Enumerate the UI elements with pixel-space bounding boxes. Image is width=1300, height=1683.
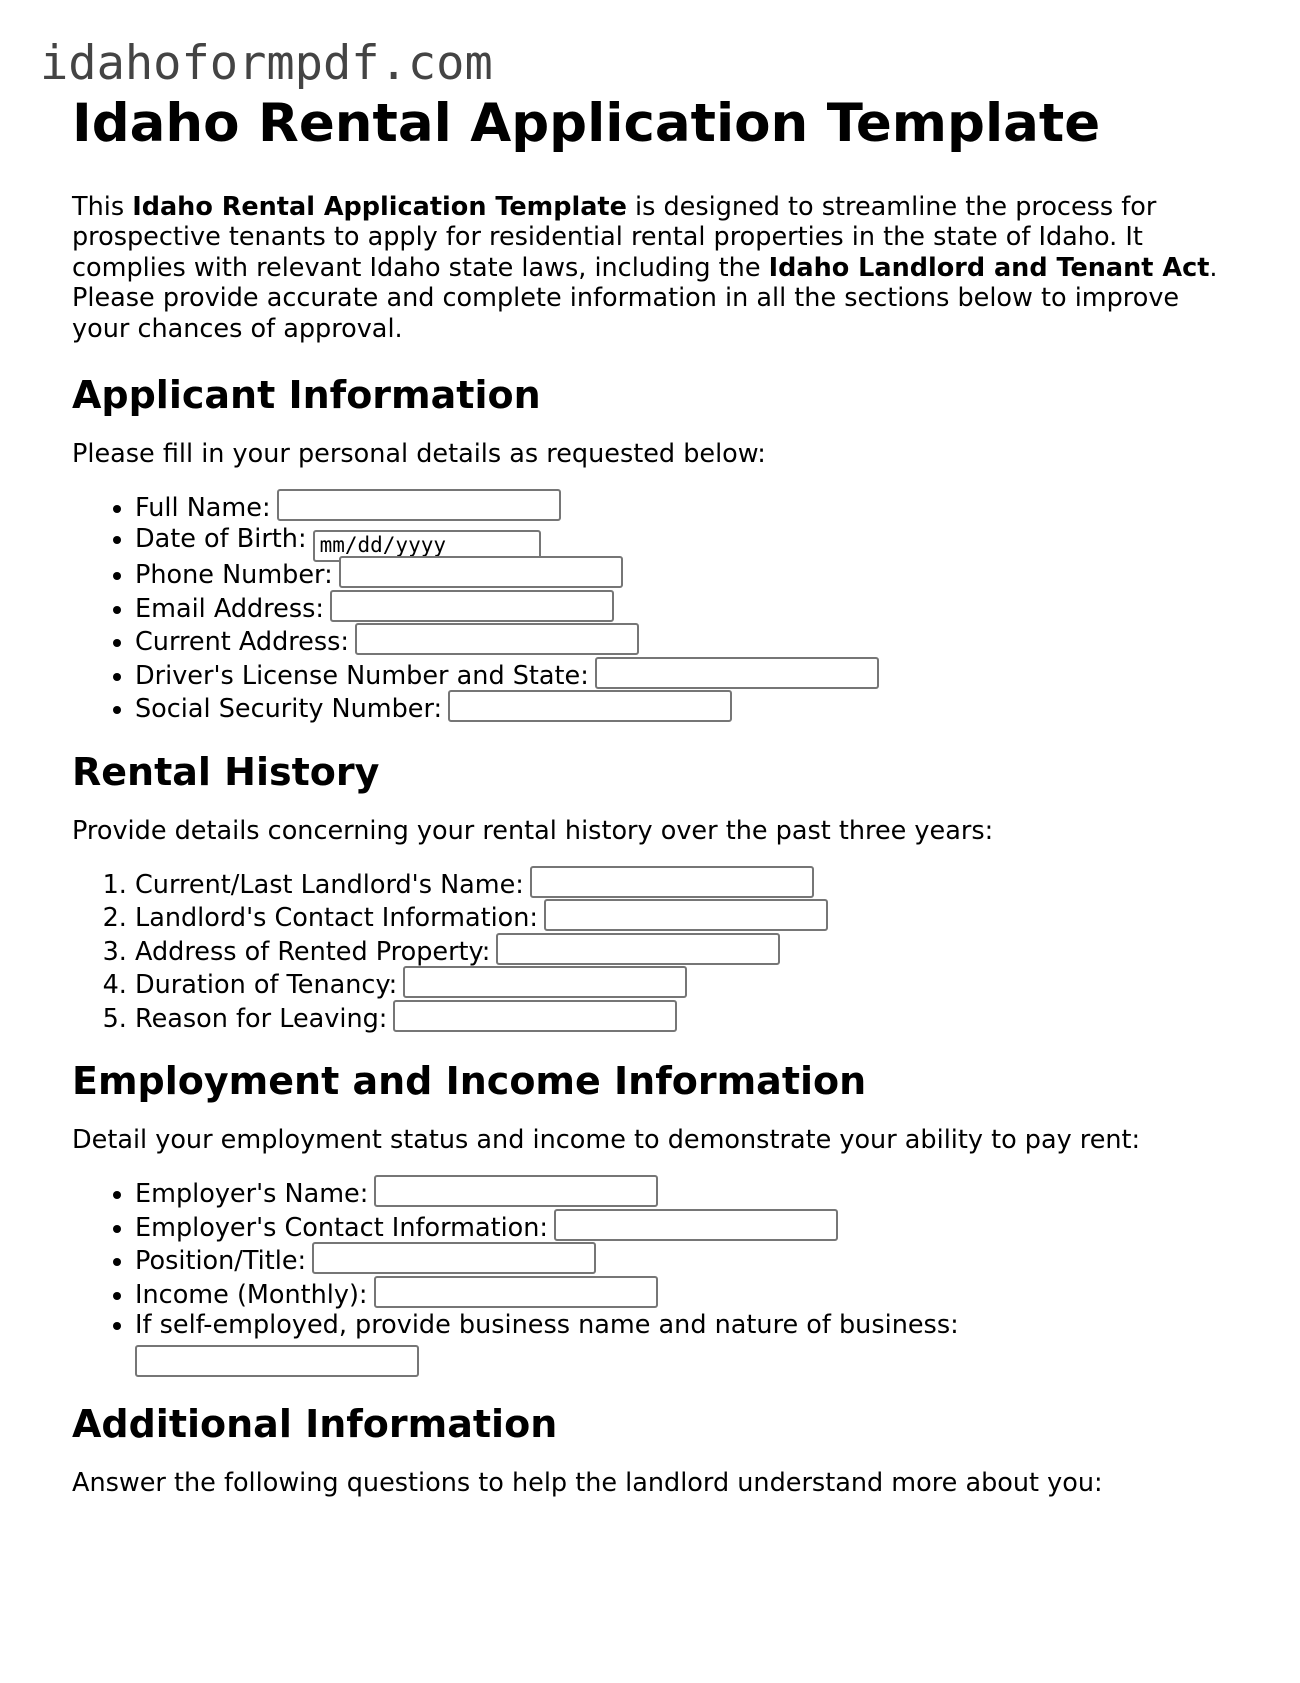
field-label: Current Address: — [135, 627, 350, 658]
list-item — [135, 866, 1232, 900]
list-item — [135, 899, 1232, 933]
list-item — [135, 1276, 1232, 1310]
list-item — [135, 1175, 1232, 1209]
field-label: Income (Monthly): — [135, 1279, 368, 1310]
list-item — [135, 489, 1232, 523]
landlord-contact-input[interactable] — [544, 899, 828, 931]
document-body — [72, 92, 1232, 1498]
current-address-input[interactable] — [355, 623, 639, 655]
field-label: Landlord's Contact Information: — [135, 903, 539, 934]
employer-contact-input[interactable] — [554, 1209, 838, 1241]
list-item — [135, 623, 1232, 657]
intro-bold-act-name: Idaho Landlord and Tenant Act — [768, 252, 1210, 283]
list-item — [135, 1000, 1232, 1034]
employment-heading: Employment and Income Information — [72, 1059, 867, 1104]
field-label: If self-employed, provide business name and nature of business: — [135, 1310, 959, 1341]
field-label: Date of Birth: — [135, 523, 307, 554]
list-item — [135, 966, 1232, 1000]
full-name-input[interactable] — [277, 489, 561, 521]
field-label: Address of Rented Property: — [135, 936, 491, 967]
intro-bold-template-name: Idaho Rental Application Template — [132, 192, 627, 222]
field-label: Current/Last Landlord's Name: — [135, 869, 524, 900]
field-label: Full Name: — [135, 493, 271, 524]
rented-property-address-input[interactable] — [496, 933, 780, 965]
tenancy-duration-input[interactable] — [403, 966, 687, 998]
field-label: Employer's Contact Information: — [135, 1212, 549, 1243]
additional-description: Answer the following questions to help the landlord understand more about you: — [72, 1468, 1103, 1499]
field-label: Duration of Tenancy: — [135, 970, 398, 1001]
field-label: Email Address: — [135, 593, 324, 624]
monthly-income-input[interactable] — [374, 1276, 658, 1308]
rental-history-heading: Rental History — [72, 749, 380, 794]
position-title-input[interactable] — [312, 1242, 596, 1274]
field-label: Reason for Leaving: — [135, 1003, 388, 1034]
field-label: Driver's License Number and State: — [135, 660, 589, 691]
field-label: Social Security Number: — [135, 694, 443, 725]
list-item — [135, 933, 1232, 967]
landlord-name-input[interactable] — [530, 866, 814, 898]
list-item — [135, 1309, 1232, 1376]
employer-name-input[interactable] — [374, 1175, 658, 1207]
drivers-license-input[interactable] — [595, 657, 879, 689]
employment-description: Detail your employment status and income to demonstrate your ability to pay rent: — [72, 1125, 1141, 1156]
employment-fields-list — [72, 1175, 1232, 1376]
page-title: Idaho Rental Application Template — [72, 93, 1101, 154]
list-item — [135, 590, 1232, 624]
list-item — [135, 690, 1232, 724]
self-employed-business-input[interactable] — [135, 1345, 419, 1377]
list-item — [135, 1242, 1232, 1276]
additional-heading: Additional Information — [72, 1402, 558, 1447]
list-item — [135, 1209, 1232, 1243]
applicant-description: Please fill in your personal details as requested below: — [72, 439, 766, 470]
list-item — [135, 556, 1232, 590]
intro-paragraph: This Idaho Rental Application Template is designed to streamline the process for prospective tenants to apply for residential rental properties in the state of Idaho. It complies with relevant Idaho state laws, including the Idaho Landlord and Tenant Act. Please provide accurate and complete information in all the sections below to improve your chances of approval. — [72, 192, 1218, 344]
field-label: Phone Number: — [135, 560, 333, 591]
applicant-fields-list — [72, 489, 1232, 724]
date-of-birth-input[interactable]: mm/dd/yyyy — [313, 530, 541, 562]
email-address-input[interactable] — [330, 590, 614, 622]
rental-history-description: Provide details concerning your rental history over the past three years: — [72, 815, 994, 846]
list-item — [135, 657, 1232, 691]
field-label: Employer's Name: — [135, 1179, 369, 1210]
list-item — [135, 523, 1232, 557]
applicant-heading: Applicant Information — [72, 373, 541, 418]
field-label: Position/Title: — [135, 1246, 307, 1277]
rental-history-fields-list — [72, 866, 1232, 1034]
ssn-input[interactable] — [448, 690, 732, 722]
reason-for-leaving-input[interactable] — [393, 1000, 677, 1032]
phone-number-input[interactable] — [339, 556, 623, 588]
watermark: idahoformpdf.com — [40, 36, 493, 91]
